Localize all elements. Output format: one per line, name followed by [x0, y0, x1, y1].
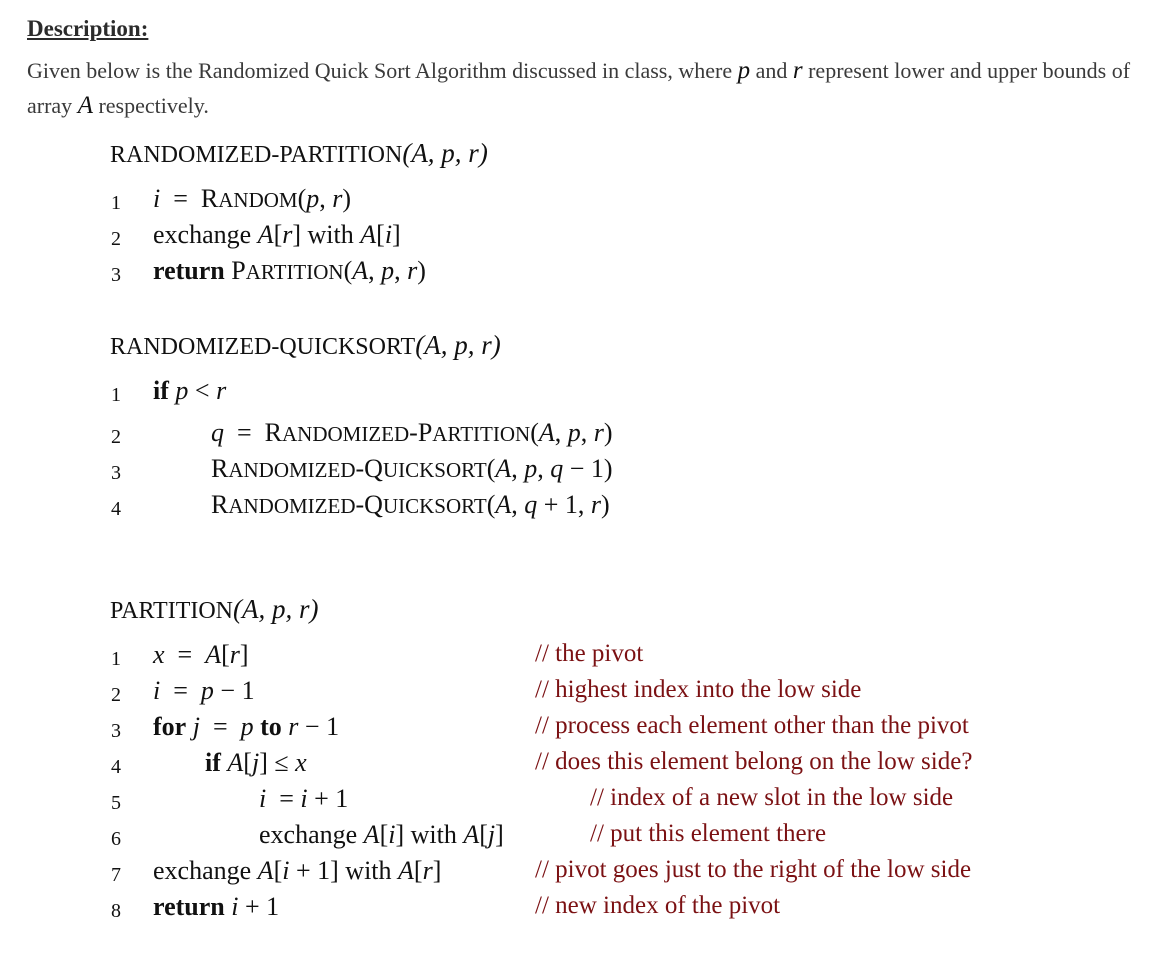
- rp-line-2: exchange A[r] with A[i]: [153, 220, 401, 249]
- p-line-number-5: 5: [111, 792, 121, 814]
- p-line-number-3: 3: [111, 720, 121, 742]
- rq-line-number-4: 4: [111, 498, 121, 520]
- rp-line-number-1: 1: [111, 192, 121, 214]
- p-line-number-6: 6: [111, 828, 121, 850]
- rp-line-1: i = RANDOM(p, r): [153, 184, 352, 213]
- description-heading: Description:: [27, 16, 149, 41]
- p-line-number-1: 1: [111, 648, 121, 670]
- p-line-1: x = A[r]: [153, 640, 249, 669]
- p-comment-1: // the pivot: [535, 640, 644, 667]
- p-comment-2: // highest index into the low side: [535, 676, 862, 703]
- p-comment-6: // put this element there: [590, 820, 827, 847]
- p-line-6: exchange A[i] with A[j]: [259, 820, 504, 849]
- p-comment-7: // pivot goes just to the right of the low side: [535, 856, 972, 883]
- p-line-5: i = i + 1: [259, 784, 349, 813]
- rq-line-number-1: 1: [111, 384, 121, 406]
- p-line-number-2: 2: [111, 684, 121, 706]
- rp-line-number-2: 2: [111, 228, 121, 250]
- rq-line-2: q = RANDOMIZED-PARTITION(A, p, r): [211, 418, 613, 447]
- rq-line-1: if p < r: [153, 376, 227, 405]
- p-line-number-7: 7: [111, 864, 121, 886]
- p-line-4: if A[j] ≤ x: [205, 748, 307, 777]
- p-comment-5: // index of a new slot in the low side: [590, 784, 954, 811]
- p-line-7: exchange A[i + 1] with A[r]: [153, 856, 442, 885]
- p-comment-4: // does this element belong on the low side?: [535, 748, 973, 775]
- description-text: Given below is the Randomized Quick Sort Algorithm discussed in class, where p and r represent lower and upper bounds of array A respectively.: [27, 57, 1131, 119]
- randomized-quicksort-title: RANDOMIZED-QUICKSORT(A, p, r): [110, 330, 501, 360]
- p-comment-3: // process each element other than the pivot: [535, 712, 969, 739]
- p-line-3: for j = p to r − 1: [153, 712, 340, 741]
- rq-line-4: RANDOMIZED-QUICKSORT(A, q + 1, r): [211, 490, 610, 519]
- rp-line-3: return PARTITION(A, p, r): [153, 256, 426, 285]
- rq-line-3: RANDOMIZED-QUICKSORT(A, p, q − 1): [211, 454, 613, 483]
- p-line-number-8: 8: [111, 900, 121, 922]
- p-line-number-4: 4: [111, 756, 121, 778]
- p-comment-8: // new index of the pivot: [535, 892, 781, 919]
- rq-line-number-3: 3: [111, 462, 121, 484]
- randomized-partition-title: RANDOMIZED-PARTITION(A, p, r): [110, 138, 488, 168]
- p-line-2: i = p − 1: [153, 676, 255, 705]
- rp-line-number-3: 3: [111, 264, 121, 286]
- partition-title: PARTITION(A, p, r): [110, 594, 319, 624]
- p-line-8: return i + 1: [153, 892, 280, 921]
- rq-line-number-2: 2: [111, 426, 121, 448]
